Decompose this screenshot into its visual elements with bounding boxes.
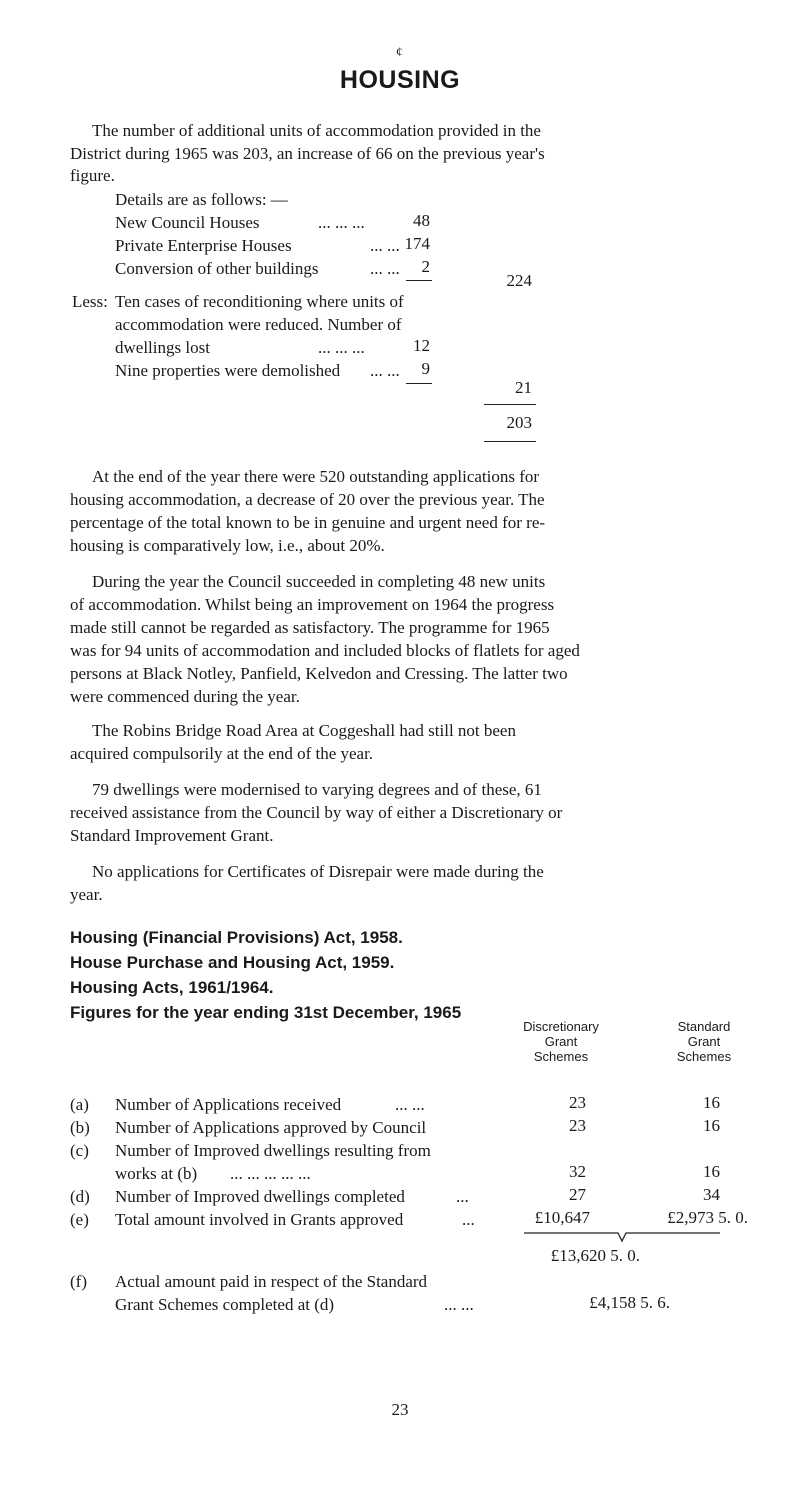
row-dots: ... — [456, 1187, 469, 1206]
row-value-discretionary: 32 — [569, 1162, 586, 1181]
col-head-text: Discretionary — [523, 1019, 599, 1034]
row-dots: ... ... — [395, 1095, 425, 1114]
row-label: Number of Improved dwellings resulting from — [115, 1141, 431, 1160]
row-label: Number of Applications received — [115, 1095, 342, 1114]
col-head-text: Schemes — [676, 1049, 732, 1064]
intro-line-1: The number of additional units of accommodation provided in the — [92, 121, 541, 140]
less-line-2: accommodation were reduced. Number of — [115, 315, 402, 334]
row-f-line-1: Actual amount paid in respect of the Standard — [115, 1272, 428, 1291]
brace-path — [524, 1233, 720, 1241]
p2-line-4: was for 94 units of accommodation and included blocks of flatlets for aged — [70, 641, 580, 660]
act-heading-4: Figures for the year ending 31st December, 1965 — [70, 1003, 462, 1022]
p2-line-2: of accommodation. Whilst being an improvement on 1964 the progress — [70, 595, 555, 614]
row-dots: ... ... ... ... ... — [230, 1164, 311, 1183]
row-f-line-2: Grant Schemes completed at (d) — [115, 1295, 335, 1314]
less-line-3: dwellings lost — [115, 338, 210, 357]
row-key: (c) — [70, 1141, 89, 1160]
page-number: 23 — [391, 1400, 409, 1419]
row-dots: ... ... — [444, 1295, 474, 1314]
subtotal-rule — [406, 280, 432, 281]
less-dots: ... ... ... — [318, 338, 365, 357]
combined-total: £13,620 5. 0. — [550, 1246, 640, 1265]
p2-line-1: During the year the Council succeeded in completing 48 new units — [92, 572, 546, 591]
less-line-1: Ten cases of reconditioning where units of — [115, 292, 404, 311]
p4-line-2: received assistance from the Council by way of either a Discretionary or — [70, 803, 563, 822]
p4-line-1: 79 dwellings were modernised to varying degrees and of these, 61 — [92, 780, 542, 799]
less-value-1: 12 — [413, 336, 430, 355]
row-key: (e) — [70, 1210, 89, 1229]
col-head-text: Schemes — [533, 1049, 589, 1064]
detail-label-conversion: Conversion of other buildings — [115, 259, 319, 278]
intro-line-2: District during 1965 was 203, an increase of 66 on the previous year's — [70, 144, 545, 163]
subtotal-value: 224 — [506, 271, 532, 290]
net-total: 203 — [506, 413, 532, 432]
row-dots: ... — [462, 1210, 475, 1229]
p1-line-3: percentage of the total known to be in genuine and urgent need for re- — [70, 513, 546, 532]
detail-value-council: 48 — [413, 211, 430, 230]
row-key: (a) — [70, 1095, 89, 1114]
row-label: works at (b) — [115, 1164, 198, 1183]
p5-line-1: No applications for Certificates of Disrepair were made during the — [92, 862, 544, 881]
intro-line-3: figure. — [70, 166, 115, 185]
row-label: Number of Applications approved by Council — [115, 1118, 427, 1137]
p3-line-2: acquired compulsorily at the end of the year. — [70, 744, 374, 763]
row-key: (d) — [70, 1187, 90, 1206]
detail-label-council: New Council Houses — [115, 213, 260, 232]
col-head-text: Standard — [677, 1019, 731, 1034]
act-heading-3: Housing Acts, 1961/1964. — [70, 978, 274, 997]
p2-line-3: made still cannot be regarded as satisfactory. The programme for 1965 — [70, 618, 550, 637]
col-head-text: Grant — [544, 1034, 578, 1049]
row-label: Number of Improved dwellings completed — [115, 1187, 405, 1206]
p5-line-2: year. — [70, 885, 103, 904]
net-rule-top — [484, 404, 536, 405]
row-value-standard: £2,973 5. 0. — [667, 1208, 748, 1227]
act-heading-1: Housing (Financial Provisions) Act, 1958. — [70, 928, 403, 947]
less-rule — [406, 383, 432, 384]
less-total: 21 — [515, 378, 532, 397]
row-value-standard: 16 — [703, 1116, 720, 1135]
row-value-standard: 16 — [703, 1162, 720, 1181]
detail-dots: ... ... ... — [318, 213, 365, 232]
col-head-text: Grant — [687, 1034, 721, 1049]
combine-brace — [522, 1231, 722, 1247]
act-heading-2: House Purchase and Housing Act, 1959. — [70, 953, 395, 972]
net-rule-bottom — [484, 441, 536, 442]
less-dots: ... ... — [370, 361, 400, 380]
detail-value-private: 174 — [404, 234, 430, 253]
p1-line-2: housing accommodation, a decrease of 20 over the previous year. The — [70, 490, 545, 509]
row-value-discretionary: 23 — [569, 1116, 586, 1135]
detail-value-conversion: 2 — [421, 257, 430, 276]
p1-line-1: At the end of the year there were 520 outstanding applications for — [92, 467, 540, 486]
less-line-4: Nine properties were demolished — [115, 361, 341, 380]
p2-line-5: persons at Black Notley, Panfield, Kelvedon and Cressing. The latter two — [70, 664, 568, 683]
row-key: (f) — [70, 1272, 87, 1291]
detail-dots: ... ... — [370, 259, 400, 278]
row-value-standard: 34 — [703, 1185, 720, 1204]
p3-line-1: The Robins Bridge Road Area at Coggeshall had still not been — [92, 721, 516, 740]
col-head-discretionary — [496, 1019, 626, 1064]
row-label: Total amount involved in Grants approved — [115, 1210, 404, 1229]
row-key: (b) — [70, 1118, 90, 1137]
row-value-discretionary: 27 — [569, 1185, 586, 1204]
stray-mark: ¢ — [396, 44, 403, 59]
detail-label-private: Private Enterprise Houses — [115, 236, 292, 255]
details-heading: Details are as follows: — — [115, 190, 288, 209]
p2-line-6: were commenced during the year. — [70, 687, 300, 706]
page-title: HOUSING — [339, 66, 461, 94]
p4-line-3: Standard Improvement Grant. — [70, 826, 274, 845]
col-head-standard — [654, 1019, 754, 1064]
row-value-discretionary: 23 — [569, 1093, 586, 1112]
row-f-value: £4,158 5. 6. — [589, 1293, 670, 1312]
less-value-2: 9 — [421, 359, 430, 378]
row-value-standard: 16 — [703, 1093, 720, 1112]
row-value-discretionary: £10,647 — [534, 1208, 590, 1227]
p1-line-4: housing is comparatively low, i.e., about 20%. — [70, 536, 385, 555]
detail-dots: ... ... — [370, 236, 400, 255]
less-label: Less: — [72, 292, 108, 311]
